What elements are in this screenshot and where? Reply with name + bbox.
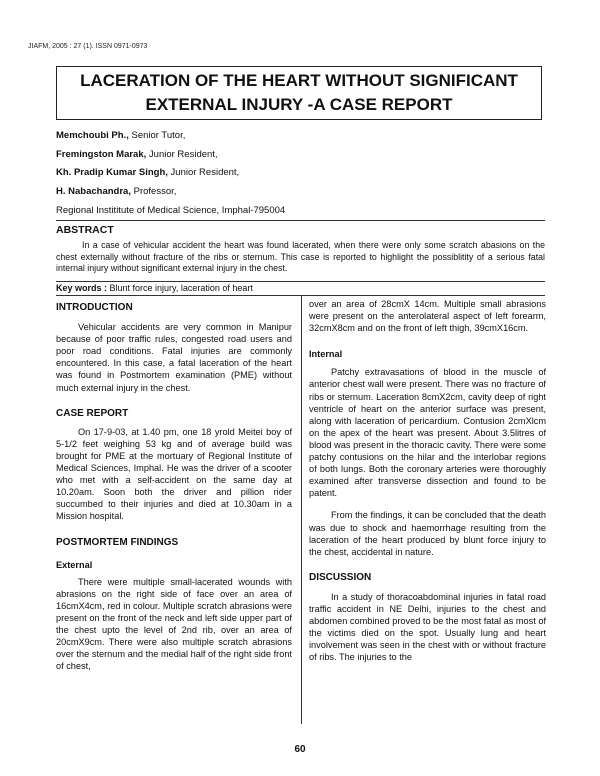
author-role: Senior Tutor, (128, 130, 186, 141)
keywords-label: Key words : (56, 283, 108, 293)
keywords-text: Blunt force injury, laceration of heart (107, 283, 253, 293)
author-name: Fremingston Marak, (56, 148, 147, 160)
author-entry (56, 164, 546, 183)
author-role: Professor, (130, 186, 177, 198)
keywords (56, 283, 253, 293)
abstract-bottom-rule (56, 281, 545, 282)
introduction-text: Vehicular accidents are very common in Manipur because of poor traffic rules, congested road users and poor road conditions. Fatal injuries are commonly encountered. In this case, a fatal laceration of the heart was found in Postmortem examination (PME) without much external injury in the chest. (56, 322, 292, 393)
external-findings-text: There were multiple small-lacerated wounds with abrasions on the right side of face over an area of 16cmX4cm, red in colour. Multiple scratch abrasions were present on the front of the neck and left side upper part of the chest upto the level of 2nd rib, over an area of 20cmX9cm. There were also multiple scratch abrasions over the sternum and the medial half of the right side front of chest, (56, 576, 292, 672)
author-name: Memchoubi Ph., (56, 130, 129, 141)
author-name: H. Nabachandra, (56, 186, 131, 198)
author-entry (56, 183, 546, 202)
right-column (309, 298, 546, 663)
internal-findings-text: Patchy extravasations of blood in the muscle of anterior chest wall were present. There was no fracture of ribs or sternum. Laceration 8cmX2cm, cavity deep of right ventricle of heart on the anterior surface was present, along with laceration of pericardium. Contusion 2cmXlcm on the apex of the heart was present. About 3.5litres of blood was present in the thoracic cavity. There were some patchy contusions on the hilar and the interlobar regions of both lungs. Both the coronary arteries were thoroughly examined after transverse dissection and found to be patent. (309, 367, 546, 499)
abstract-top-rule (56, 220, 545, 221)
author-role: Junior Resident, (146, 148, 218, 160)
article-title (56, 66, 542, 120)
author-role: Junior Resident, (167, 167, 240, 179)
conclusion-text: From the findings, it can be concluded that the death was due to shock and haemorrhage resulting from the laceration of the heart produced by blunt force injury to the chest, accidental in nature. (309, 510, 546, 557)
author-name: Kh. Pradip Kumar Singh, (56, 167, 168, 179)
author-list (56, 127, 546, 221)
abstract-text: In a case of vehicular accident the heart was found lacerated, when there were only some scratch abasions on the chest externally without fracture of the ribs or sternum. This case is reported to highlight the possiblitity of a serious fatal internal injury without significant external injury in the chest. (56, 240, 545, 274)
internal-subheading: Internal (309, 349, 343, 360)
title-line-2: EXTERNAL INJURY -A CASE REPORT (145, 95, 453, 114)
author-entry (56, 127, 546, 146)
discussion-heading: DISCUSSION (309, 571, 372, 583)
journal-citation: JIAFM, 2005 : 27 (1). ISSN 0971-0973 (28, 43, 148, 50)
affiliation: Regional Instititute of Medical Science, Imphal-795004 (56, 204, 286, 216)
case-report-text: On 17-9-03, at 1.40 pm, one 18 yrold Meitei boy of 5-1/2 feet weighing 53 kg and of average build was brought for PME at the mortuary of Regional Institute of Medical Sciences, Imphal. He was the driver of a scooter who met with a self-accident on the same day at 10.20am. Soon both the driver and pillion rider succumbed to their injuries and died at 10.30am in a Mission hospital. (56, 426, 292, 522)
external-findings-continued: over an area of 28cmX 14cm. Multiple small abrasions were present on the anterolateral aspect of left forearm, 32cmX8cm and on the front of left thigh, 39cmX16cm. (309, 299, 546, 334)
column-divider (301, 296, 302, 724)
left-column (56, 296, 292, 672)
introduction-heading: INTRODUCTION (56, 302, 133, 313)
discussion-text: In a study of thoracoabdominal injuries in fatal road traffic accident in NE Delhi, injuries to the chest and abdomen combined proved to be the most fatal as most of the victims died on the spot. Usually lung and heart involvement was seen in the chest with or without fracture of ribs. The injuries to the (309, 591, 546, 663)
title-line-1: LACERATION OF THE HEART WITHOUT SIGNIFICANT (80, 71, 518, 90)
author-entry (56, 146, 546, 165)
case-report-heading: CASE REPORT (56, 407, 129, 419)
page-number: 60 (294, 744, 306, 755)
external-subheading: External (56, 559, 93, 570)
abstract-heading: ABSTRACT (56, 224, 114, 236)
postmortem-heading: POSTMORTEM FINDINGS (56, 536, 179, 548)
